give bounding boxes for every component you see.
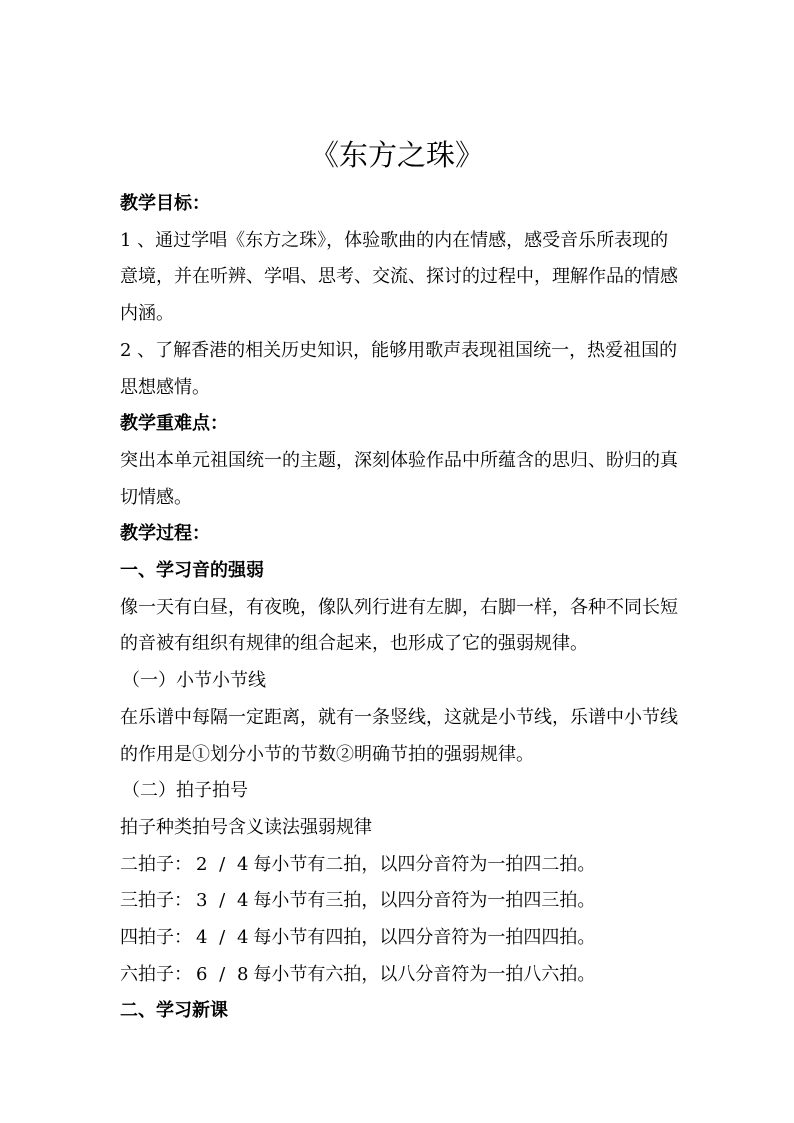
- process-heading: 教学过程：: [120, 523, 210, 545]
- meter-description: 每小节有二拍，以四分音符为一拍四二拍。: [253, 853, 596, 875]
- meter-description: 每小节有六拍，以八分音符为一拍八六拍。: [253, 963, 596, 985]
- time-signature: 3 / 4: [196, 890, 252, 912]
- meter-description: 每小节有四拍，以四分音符为一拍四四拍。: [253, 927, 596, 949]
- key-points-heading: 教学重难点：: [120, 413, 228, 435]
- document-body: [120, 186, 680, 1030]
- part2-heading: 二、学习新课: [120, 1000, 228, 1022]
- meter-description: 每小节有三拍，以四分音符为一拍四三拍。: [253, 890, 596, 912]
- meter-kind: 六拍子：: [120, 963, 192, 985]
- document-title: 《东方之珠》: [309, 138, 484, 172]
- part1-heading: 一、学习音的强弱: [120, 560, 264, 582]
- meter-table-header: 拍子种类拍号含义读法强弱规律: [120, 816, 372, 838]
- meter-row: [120, 847, 680, 884]
- key-points-text: 突出本单元祖国统一的主题，深刻体验作品中所蕴含的思归、盼归的真切情感。: [120, 449, 678, 508]
- meter-kind: 二拍子：: [120, 853, 192, 875]
- sub2-heading: （二）拍子拍号: [122, 780, 248, 802]
- meter-kind: 三拍子：: [120, 890, 192, 912]
- time-signature: 4 / 4: [196, 927, 252, 949]
- goal-item-2: 2 、了解香港的相关历史知识，能够用歌声表现祖国统一，热爱祖国的思想感情。: [120, 339, 678, 398]
- meter-row: [120, 957, 680, 994]
- time-signature: 6 / 8: [196, 963, 252, 985]
- meter-row: [120, 920, 680, 957]
- goals-heading: 教学目标：: [120, 193, 210, 214]
- sub1-heading: （一）小节小节线: [122, 670, 266, 692]
- meter-row: [120, 883, 680, 920]
- goal-item-1: 1 、通过学唱《东方之珠》，体验歌曲的内在情感，感受音乐所表现的意境，并在听辨、学唱、思考、交流、探讨的过程中，理解作品的情感内涵。: [120, 229, 678, 325]
- sub1-text: 在乐谱中每隔一定距离，就有一条竖线，这就是小节线，乐谱中小节线的作用是①划分小节的节数②明确节拍的强弱规律。: [120, 706, 678, 765]
- part1-text: 像一天有白昼，有夜晚，像队列行进有左脚，右脚一样，各种不同长短的音被有组织有规律的组合起来，也形成了它的强弱规律。: [120, 596, 678, 655]
- time-signature: 2 / 4: [196, 853, 252, 875]
- meter-kind: 四拍子：: [120, 927, 192, 949]
